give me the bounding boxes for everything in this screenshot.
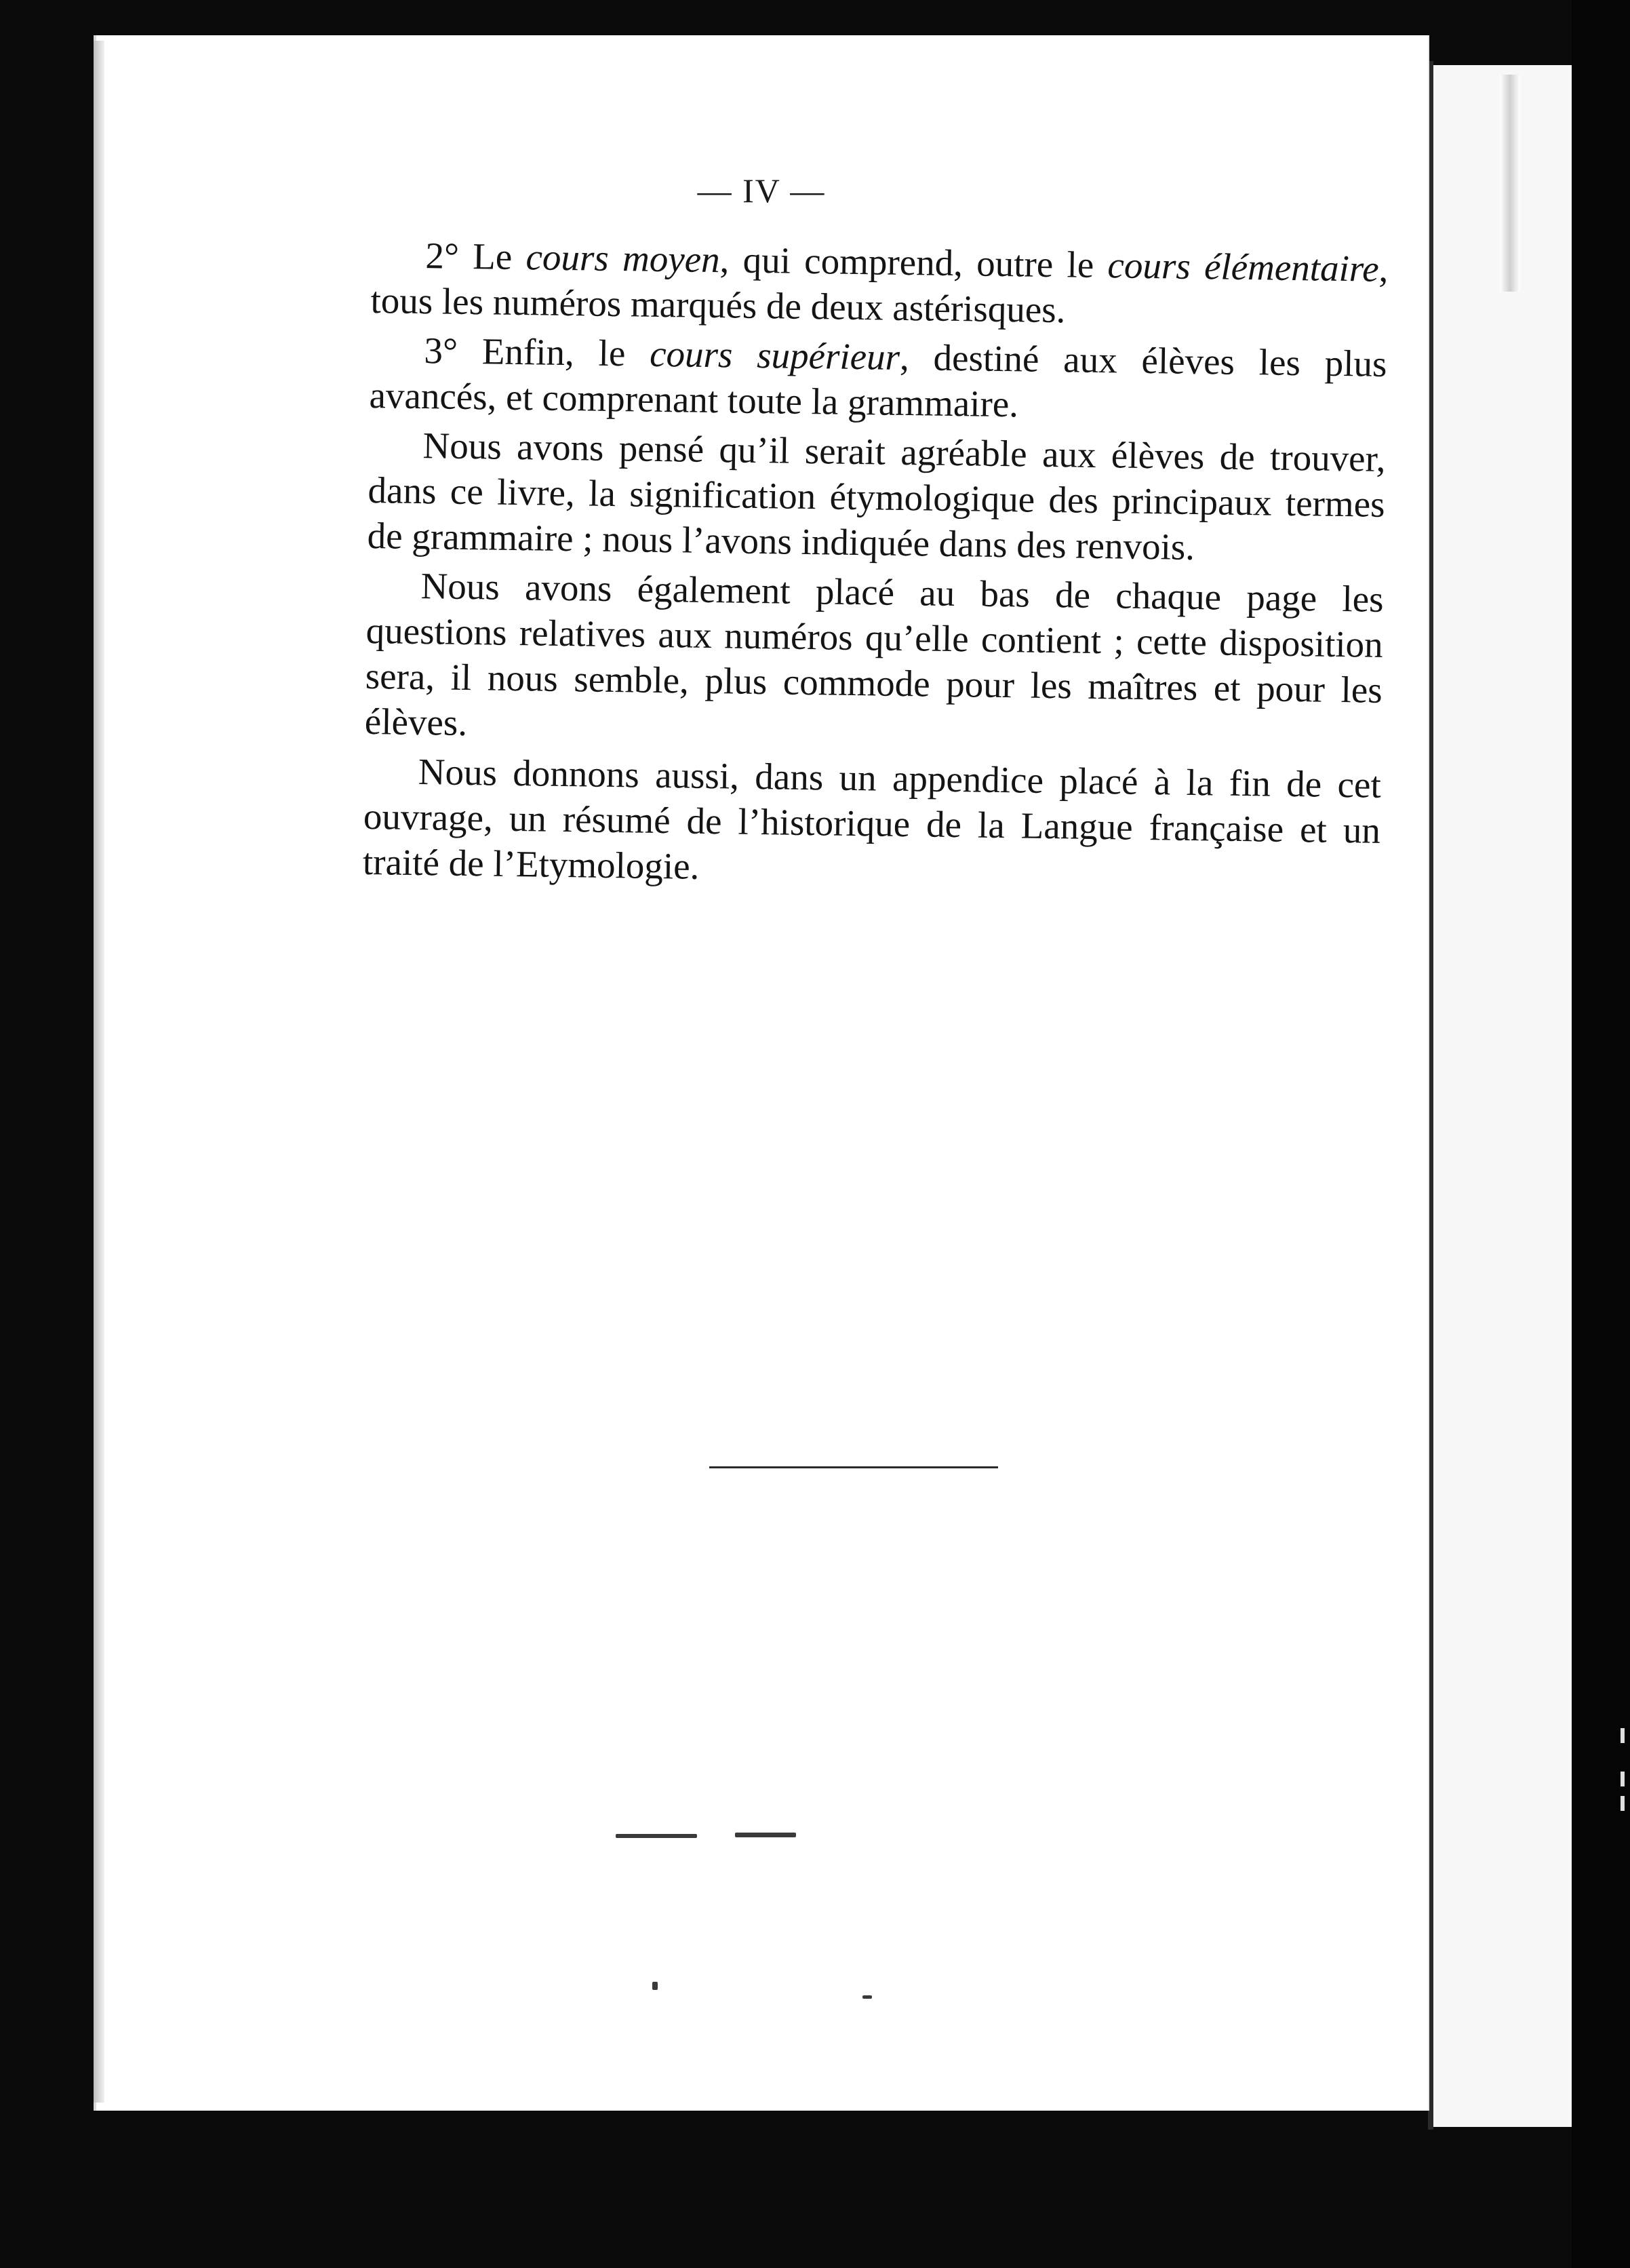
text-run-italic: cours moyen [525, 236, 721, 281]
paragraph-p3 [367, 422, 1386, 572]
paragraph-p4 [364, 562, 1384, 758]
book-page [94, 35, 1429, 2111]
text-run: 3° Enfin, le [424, 330, 650, 374]
text-run-italic: cours élémentaire [1107, 244, 1380, 290]
page-binding-edge [94, 41, 104, 2103]
ink-smudge [652, 1982, 658, 1990]
ink-smudge [862, 1995, 872, 1999]
margin-mark [1621, 1728, 1625, 1743]
paragraph-p1 [370, 232, 1389, 337]
margin-mark [1621, 1772, 1625, 1786]
text-run-italic: cours supérieur [649, 332, 900, 378]
end-rule [709, 1466, 998, 1468]
text-run: Nous donnons aussi, dans un appendice placé à la fin de cet ouvrage, un résumé de l’historique de la Langue française et un traité de l’Etymologie. [362, 751, 1382, 887]
text-run: , destiné aux élèves les plus avancés, et comprenant toute la grammaire. [369, 336, 1387, 425]
ink-smudge [735, 1833, 796, 1837]
text-run: Nous avons pensé qu’il serait agréable aux élèves de trouver, dans ce livre, la signification étymologique des principaux termes de grammaire ; nous l’avons indiquée dans des renvois. [367, 425, 1386, 568]
text-run: , tous les numéros marqués de deux astérisques. [370, 248, 1389, 331]
text-run: Nous avons également placé au bas de chaque page les questions relatives aux numéros qu’elle contient ; cette disposition sera, il nous semble, plus commode pour les maîtres et pour les élèves. [364, 565, 1385, 744]
ink-smudge [616, 1834, 697, 1838]
adjacent-page [1429, 65, 1572, 2127]
margin-mark [1621, 1796, 1625, 1811]
running-head: — IV — [697, 172, 826, 210]
scan-right-border [1572, 0, 1630, 2268]
body-text [362, 232, 1388, 903]
paragraph-p2 [369, 327, 1387, 432]
paragraph-p5 [363, 748, 1382, 899]
adjacent-page-fold [1500, 75, 1520, 292]
text-run: 2° Le [425, 235, 527, 278]
text-run: , qui comprend, outre le [719, 239, 1108, 286]
